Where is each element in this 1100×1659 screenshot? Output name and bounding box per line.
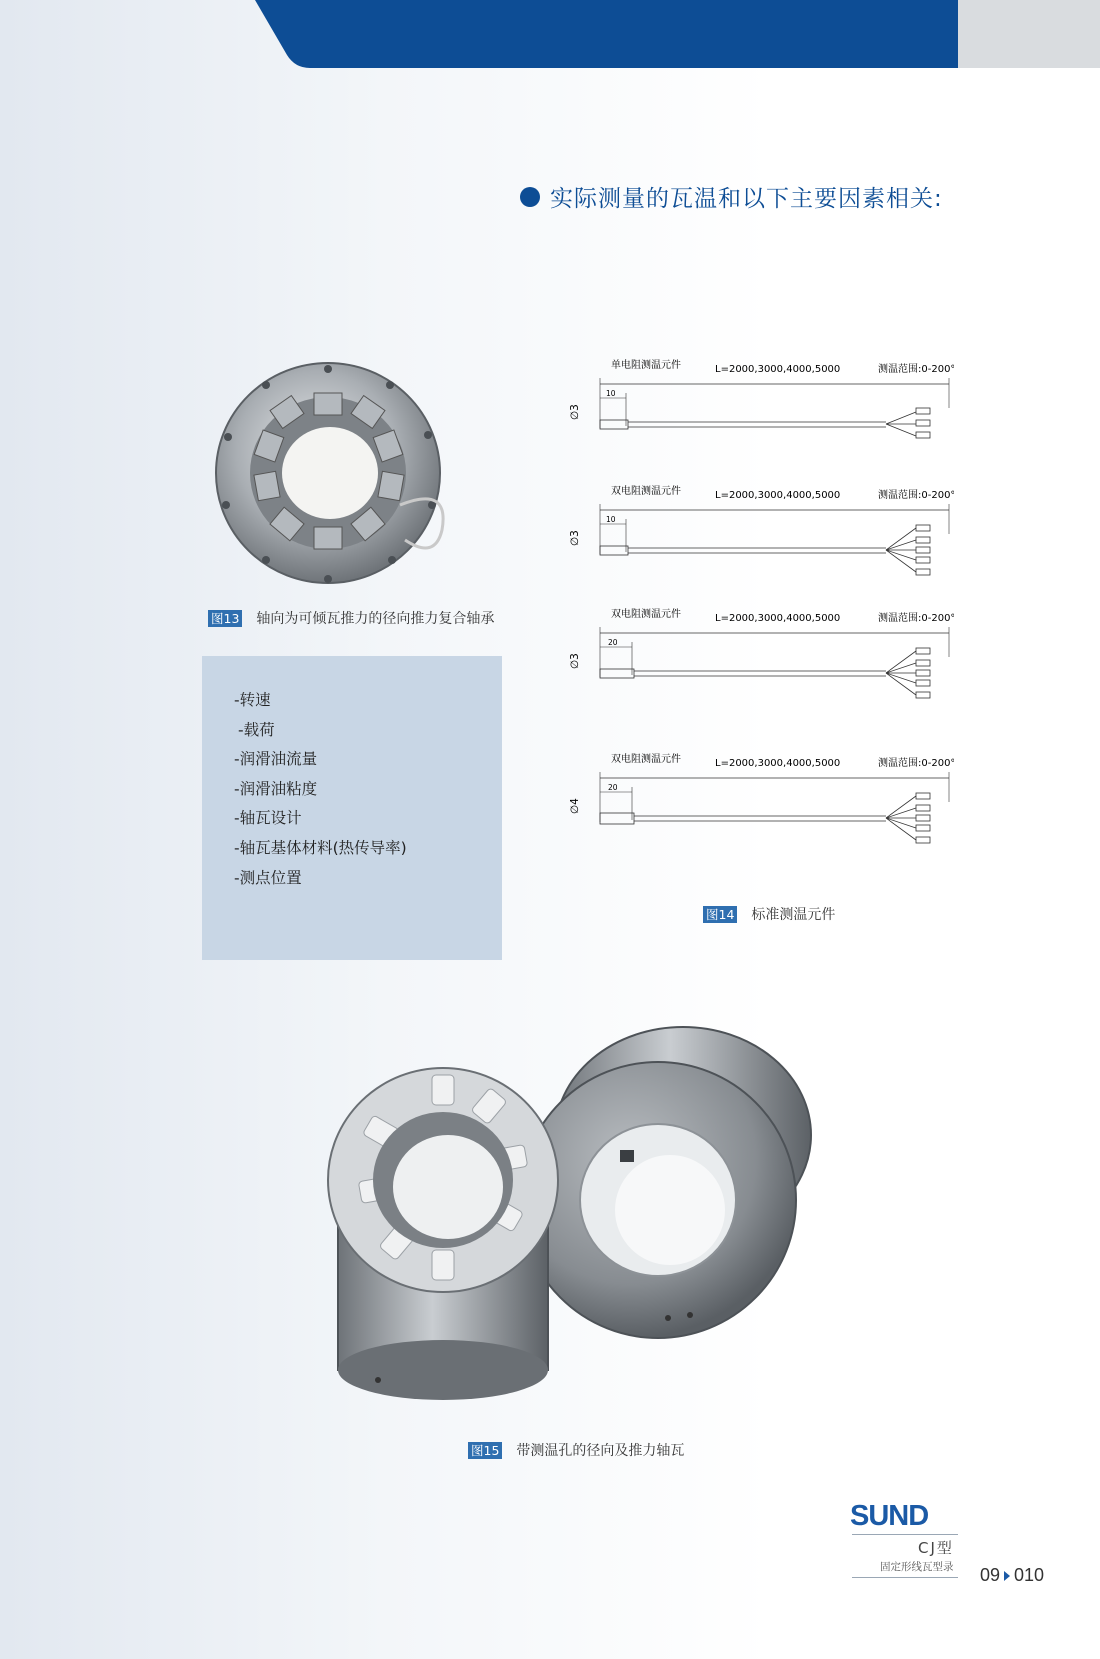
figure-15-badge: 图15 <box>468 1442 502 1459</box>
diagram-tip-length: 20 <box>608 783 618 792</box>
heading-text: 实际测量的瓦温和以下主要因素相关: <box>550 186 943 212</box>
factor-item: -转速 <box>234 691 271 709</box>
sensor-diagram-2 <box>564 484 954 584</box>
sensor-diagram-1 <box>564 358 954 458</box>
figure-15-caption <box>468 1440 684 1460</box>
figure-15-text: 带测温孔的径向及推力轴瓦 <box>516 1443 685 1459</box>
factor-item: -润滑油粘度 <box>234 779 318 798</box>
diagram-range: 测温范围:0-200℃ <box>878 490 954 501</box>
factor-list <box>202 656 502 893</box>
page-number <box>980 1565 1044 1586</box>
diagram-name: 双电阻测温元件 <box>611 486 681 497</box>
factor-item: -润滑油流量 <box>234 750 318 769</box>
figure-13-text: 轴向为可倾瓦推力的径向推力复合轴承 <box>256 611 495 627</box>
bearing-shells-photo <box>318 1025 838 1410</box>
diagram-length: L=2000,3000,4000,5000 <box>715 613 841 624</box>
diagram-range: 测温范围:0-200℃ <box>878 613 954 624</box>
diagram-tip-length: 10 <box>606 515 616 524</box>
footer-divider <box>852 1577 958 1578</box>
diagram-tip-length: 20 <box>608 638 618 647</box>
diagram-length: L=2000,3000,4000,5000 <box>715 364 841 375</box>
factor-item: -测点位置 <box>234 868 302 887</box>
diagram-name: 单电阻测温元件 <box>611 360 681 371</box>
model-name: CJ型 <box>918 1539 954 1557</box>
figure-14-caption <box>703 904 835 924</box>
catalog-series: 固定形线瓦型录 <box>880 1561 954 1573</box>
figure-14-text: 标准测温元件 <box>751 907 836 923</box>
diagram-tip-length: 10 <box>606 389 616 398</box>
diagram-diameter: ∅4 <box>569 798 581 814</box>
diagram-range: 测温范围:0-200℃ <box>878 364 954 375</box>
logo-divider <box>852 1534 958 1535</box>
page-number-right: 010 <box>1014 1565 1045 1585</box>
diagram-range: 测温范围:0-200℃ <box>878 758 954 769</box>
diagram-name: 双电阻测温元件 <box>611 609 681 620</box>
page-arrow-icon <box>1004 1571 1010 1581</box>
diagram-name: 双电阻测温元件 <box>611 754 681 765</box>
factor-list-box <box>202 656 502 960</box>
factor-item: -轴瓦设计 <box>234 809 302 828</box>
heading-bullet-icon <box>520 187 540 207</box>
diagram-diameter: ∅3 <box>569 530 581 546</box>
factor-item: -轴瓦基体材料(热传导率) <box>234 838 407 857</box>
diagram-length: L=2000,3000,4000,5000 <box>715 758 841 769</box>
diagram-diameter: ∅3 <box>569 404 581 420</box>
figure-13-badge: 图13 <box>208 610 242 627</box>
factor-item: -载荷 <box>238 720 275 739</box>
sensor-diagram-4 <box>564 752 954 852</box>
section-heading <box>520 180 943 213</box>
brand-logo: SUND <box>850 1500 929 1532</box>
diagram-length: L=2000,3000,4000,5000 <box>715 490 841 501</box>
diagram-diameter: ∅3 <box>569 653 581 669</box>
figure-14-badge: 图14 <box>703 906 737 923</box>
header-band <box>0 0 1100 68</box>
page-number-left: 09 <box>980 1565 1001 1585</box>
sensor-diagram-3 <box>564 607 954 707</box>
figure-13-caption <box>208 608 494 628</box>
combined-bearing-photo <box>210 355 455 595</box>
